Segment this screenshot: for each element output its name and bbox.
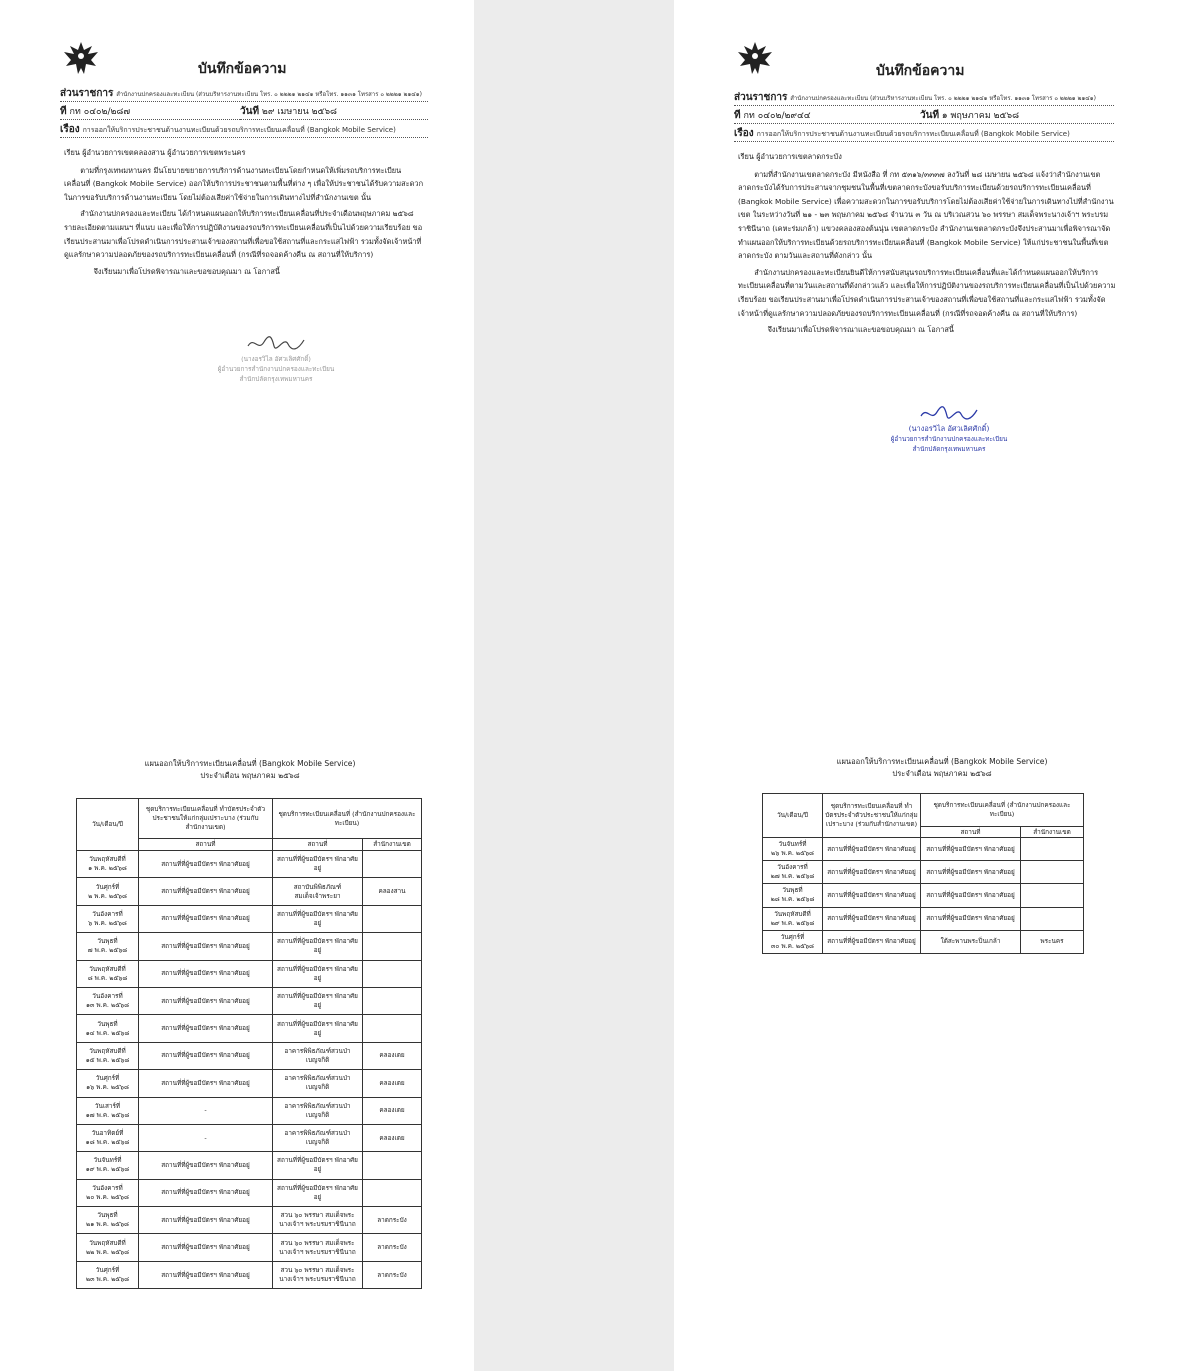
cell-date	[77, 878, 139, 905]
dept-label: ส่วนราชการ	[60, 88, 114, 99]
signer-position: ผู้อำนวยการสำนักงานปกครองและทะเบียน	[890, 435, 1008, 443]
table-row	[77, 1015, 422, 1042]
cell-mobile-place: สวน ๖๐ พรรษา สมเด็จพระนางเจ้าฯ พระบรมราชินีนาถ	[273, 1234, 363, 1261]
cell-date-value: ๗ พ.ค. ๒๕๖๘	[87, 946, 128, 955]
salutation: เรียน ผู้อำนวยการเขตคลองสาน ผู้อำนวยการเขตพระนคร	[64, 148, 246, 157]
table-row	[763, 930, 1084, 953]
cell-date-value: ๒๒ พ.ค. ๒๕๖๘	[85, 1247, 130, 1256]
date-value: ๑ พฤษภาคม ๒๕๖๘	[941, 111, 1020, 121]
cell-date-value: ๒๖ พ.ค. ๒๕๖๘	[771, 849, 814, 858]
signer-office: สำนักปลัดกรุงเทพมหานคร	[912, 445, 986, 453]
cell-district-office	[363, 933, 422, 960]
signature-block	[864, 402, 1034, 454]
closing: จึงเรียนมาเพื่อโปรดพิจารณาและขอขอบคุณมา ณ โอกาสนี้	[767, 325, 954, 335]
ref-label: ที่	[734, 110, 741, 121]
memo-dept-line	[734, 91, 1114, 106]
memo-body	[64, 146, 426, 281]
cell-date	[77, 1179, 139, 1206]
cell-date-value: ๑๖ พ.ค. ๒๕๖๘	[86, 1083, 129, 1092]
cell-day: วันพฤหัสบดีที่	[774, 909, 811, 918]
cell-vulnerable-place: สถานที่ที่ผู้ขอมีบัตรฯ พักอาศัยอยู่	[139, 1261, 273, 1288]
schedule-title	[60, 758, 440, 782]
cell-date	[763, 930, 823, 953]
table-row	[77, 851, 422, 878]
cell-district-office: คลองเตย	[363, 1124, 422, 1151]
cell-vulnerable-place: สถานที่ที่ผู้ขอมีบัตรฯ พักอาศัยอยู่	[823, 838, 921, 861]
signature-mark-icon	[244, 332, 308, 354]
cell-day: วันพุธที่	[97, 1019, 118, 1028]
cell-date-value: ๒๑ พ.ค. ๒๕๖๘	[86, 1220, 129, 1229]
memo-body	[738, 150, 1116, 340]
col-header-vulnerable-service: ชุดบริการทะเบียนเคลื่อนที่ ทำบัตรประจำตัวประชาชนให้แก่กลุ่มเปราะบาง (ร่วมกับสำนักงานเขต)	[139, 799, 273, 839]
schedule-table	[76, 798, 422, 1289]
date-label: วันที่	[240, 106, 260, 117]
table-row	[77, 1234, 422, 1261]
cell-mobile-place: สถานที่ที่ผู้ขอมีบัตรฯ พักอาศัยอยู่	[921, 861, 1021, 884]
cell-district-office	[363, 1179, 422, 1206]
schedule-body	[763, 838, 1084, 954]
memo-date-line	[920, 109, 1114, 124]
cell-day: วันอังคารที่	[92, 1183, 123, 1192]
cell-date	[77, 1234, 139, 1261]
cell-mobile-place: สถานที่ที่ผู้ขอมีบัตรฯ พักอาศัยอยู่	[273, 905, 363, 932]
cell-mobile-place: ใต้สะพานพระปิ่นเกล้า	[921, 930, 1021, 953]
ref-label: ที่	[60, 106, 67, 117]
table-row	[77, 905, 422, 932]
table-row	[763, 907, 1084, 930]
memo-title: บันทึกข้อความ	[876, 63, 965, 79]
memo-page-1	[0, 0, 474, 676]
cell-day: วันจันทร์ที่	[93, 1156, 122, 1165]
paragraph-1: ตามที่สำนักงานเขตลาดกระบัง มีหนังสือ ที่ กท ๕๓๑๖/๓๓๓๗ ลงวันที่ ๒๘ เมษายน ๒๕๖๘ แจ้งว่าสำนักงานเขตลาดกระบังได้รับการประสานจากชุมชนในพื้นที่เขตลาดกระบังขอรับบริการทะเบียนด้วยรถบริการทะเบียนเคลื่อนที่ (Bangkok Mobile Service) เพื่อความสะดวกในการขอรับบริการโดยไม่ต้องเสียค่าใช้จ่ายในการเดินทางไปที่สำนักงานเขต ในระหว่างวันที่ ๒๑ - ๒๓ พฤษภาคม ๒๕๖๘ จำนวน ๓ วัน ณ บริเวณสวน ๖๐ พรรษา สมเด็จพระนางเจ้าฯ พระบรมราชินีนาถ (เคหะร่มเกล้า) แขวงคลองสองต้นนุ่น เขตลาดกระบัง สำนักงานเขตลาดกระบังจึงประสานมาเพื่อพิจารณาจัดทำแผนออกให้บริการทะเบียนด้วยรถบริการทะเบียนเคลื่อนที่ (Bangkok Mobile Service) ให้แก่ประชาชนในพื้นที่เขตลาดกระบัง ตามวันและสถานที่ดังกล่าว นั้น	[738, 169, 1114, 261]
cell-day: วันอังคารที่	[92, 992, 123, 1001]
subheader-district-office: สำนักงานเขต	[363, 839, 422, 851]
garuda-emblem-icon	[734, 38, 776, 78]
cell-date	[77, 960, 139, 987]
closing: จึงเรียนมาเพื่อโปรดพิจารณาและขอขอบคุณมา ณ โอกาสนี้	[93, 266, 280, 276]
col-header-mobile-service: ชุดบริการทะเบียนเคลื่อนที่ (สำนักงานปกครองและทะเบียน)	[921, 794, 1084, 827]
cell-district-office: พระนคร	[1021, 930, 1084, 953]
paragraph-1: ตามที่กรุงเทพมหานคร มีนโยบายขยายการบริการด้านงานทะเบียนโดยกำหนดให้เพิ่มรถบริการทะเบียนเคลื่อนที่ (Bangkok Mobile Service) ออกให้บริการประชาชนตามพื้นที่ต่าง ๆ เพื่อให้ประชาชนได้รับความสะดวกในการขอรับบริการด้านงานทะเบียน โดยไม่ต้องเสียค่าใช้จ่ายในการเดินทางไปที่สำนักงานเขต นั้น	[64, 165, 424, 202]
cell-date-value: ๑๓ พ.ค. ๒๕๖๘	[85, 1001, 130, 1010]
cell-district-office: ลาดกระบัง	[363, 1234, 422, 1261]
col-header-mobile-service: ชุดบริการทะเบียนเคลื่อนที่ (สำนักงานปกครองและทะเบียน)	[273, 799, 422, 839]
table-row	[77, 960, 422, 987]
cell-vulnerable-place: สถานที่ที่ผู้ขอมีบัตรฯ พักอาศัยอยู่	[139, 960, 273, 987]
table-row	[77, 1124, 422, 1151]
cell-vulnerable-place: สถานที่ที่ผู้ขอมีบัตรฯ พักอาศัยอยู่	[139, 905, 273, 932]
cell-vulnerable-place: สถานที่ที่ผู้ขอมีบัตรฯ พักอาศัยอยู่	[139, 1042, 273, 1069]
cell-vulnerable-place: สถานที่ที่ผู้ขอมีบัตรฯ พักอาศัยอยู่	[139, 878, 273, 905]
memo-date-line	[240, 105, 428, 120]
cell-district-office	[363, 851, 422, 878]
subject-value: การออกให้บริการประชาชนด้านงานทะเบียนด้วยรถบริการทะเบียนเคลื่อนที่ (Bangkok Mobile Service)	[82, 126, 396, 134]
col-header-date: วัน/เดือน/ปี	[77, 799, 139, 851]
cell-day: วันศุกร์ที่	[780, 932, 805, 941]
cell-district-office	[363, 987, 422, 1014]
cell-mobile-place: อาคารพิพิธภัณฑ์สวนป่าเบญจกิติ	[273, 1097, 363, 1124]
cell-date	[77, 1152, 139, 1179]
cell-vulnerable-place: สถานที่ที่ผู้ขอมีบัตรฯ พักอาศัยอยู่	[823, 884, 921, 907]
cell-mobile-place: อาคารพิพิธภัณฑ์สวนป่าเบญจกิติ	[273, 1042, 363, 1069]
cell-mobile-place: สถานที่ที่ผู้ขอมีบัตรฯ พักอาศัยอยู่	[921, 907, 1021, 930]
paragraph-2: สำนักงานปกครองและทะเบียนยินดีให้การสนับสนุนรถบริการทะเบียนเคลื่อนที่และได้กำหนดแผนออกให้บริการทะเบียนเคลื่อนที่ตามวันและสถานที่ดังกล่าวแล้ว และเพื่อให้การปฏิบัติงานของรถบริการทะเบียนเคลื่อนที่เป็นไปด้วยความเรียบร้อย ขอเรียนประสานมาเพื่อโปรดดำเนินการประสานเจ้าของสถานที่เพื่อขอใช้สถานที่และกระแสไฟฟ้า รวมทั้งจัดเจ้าหน้าที่ดูแลรักษาความปลอดภัยของรถบริการทะเบียนเคลื่อนที่ (กรณีที่รถจอดค้างคืน ณ สถานที่ให้บริการ)	[738, 267, 1116, 318]
cell-mobile-place: อาคารพิพิธภัณฑ์สวนป่าเบญจกิติ	[273, 1124, 363, 1151]
cell-day: วันอังคารที่	[92, 909, 123, 918]
date-value: ๒๙ เมษายน ๒๕๖๘	[261, 107, 337, 117]
cell-district-office: คลองเตย	[363, 1070, 422, 1097]
subheader-place: สถานที่	[273, 839, 363, 851]
cell-date-value: ๑๕ พ.ค. ๒๕๖๘	[85, 1055, 130, 1064]
schedule-title	[762, 756, 1122, 780]
cell-district-office	[363, 905, 422, 932]
subheader-place: สถานที่	[139, 839, 273, 851]
cell-vulnerable-place: สถานที่ที่ผู้ขอมีบัตรฯ พักอาศัยอยู่	[139, 987, 273, 1014]
cell-vulnerable-place: -	[139, 1097, 273, 1124]
signature-mark-icon	[917, 402, 981, 424]
cell-date	[77, 1261, 139, 1288]
cell-date-value: ๒๗ พ.ค. ๒๕๖๘	[770, 872, 815, 881]
cell-date	[763, 907, 823, 930]
cell-day: วันพุธที่	[97, 1211, 118, 1220]
table-row	[77, 1207, 422, 1234]
signature-block	[196, 332, 356, 384]
subject-value: การออกให้บริการประชาชนด้านงานทะเบียนด้วยรถบริการทะเบียนเคลื่อนที่ (Bangkok Mobile Service)	[756, 130, 1070, 138]
cell-vulnerable-place: สถานที่ที่ผู้ขอมีบัตรฯ พักอาศัยอยู่	[139, 1070, 273, 1097]
cell-district-office: ลาดกระบัง	[363, 1261, 422, 1288]
cell-mobile-place: สถานที่ที่ผู้ขอมีบัตรฯ พักอาศัยอยู่	[921, 884, 1021, 907]
cell-district-office	[1021, 907, 1084, 930]
col-header-date: วัน/เดือน/ปี	[763, 794, 823, 838]
cell-date-value: ๒๓ พ.ค. ๒๕๖๘	[85, 1275, 130, 1284]
cell-day: วันศุกร์ที่	[95, 1074, 120, 1083]
cell-date	[77, 987, 139, 1014]
memo-page-2	[674, 0, 1194, 676]
cell-day: วันเสาร์ที่	[94, 1101, 121, 1110]
cell-day: วันอาทิตย์ที่	[91, 1129, 124, 1138]
cell-mobile-place: สถานที่ที่ผู้ขอมีบัตรฯ พักอาศัยอยู่	[273, 987, 363, 1014]
subheader-district-office: สำนักงานเขต	[1021, 827, 1084, 838]
cell-date-value: ๑๔ พ.ค. ๒๕๖๘	[85, 1028, 130, 1037]
cell-vulnerable-place: -	[139, 1124, 273, 1151]
signer-office: สำนักปลัดกรุงเทพมหานคร	[239, 375, 313, 383]
cell-district-office	[363, 960, 422, 987]
cell-district-office	[1021, 884, 1084, 907]
subject-label: เรื่อง	[60, 124, 80, 135]
cell-mobile-place: สถาบันพิพิธภัณฑ์สมเด็จเจ้าพระยา	[273, 878, 363, 905]
cell-date-value: ๖ พ.ค. ๒๕๖๘	[88, 918, 127, 927]
cell-date	[77, 851, 139, 878]
table-row	[763, 838, 1084, 861]
cell-date	[77, 1207, 139, 1234]
cell-district-office: คลองสาน	[363, 878, 422, 905]
cell-mobile-place: สถานที่ที่ผู้ขอมีบัตรฯ พักอาศัยอยู่	[273, 1015, 363, 1042]
schedule-title-line-2: ประจำเดือน พฤษภาคม ๒๕๖๘	[892, 769, 992, 778]
cell-vulnerable-place: สถานที่ที่ผู้ขอมีบัตรฯ พักอาศัยอยู่	[823, 907, 921, 930]
cell-date	[77, 1070, 139, 1097]
signer-position: ผู้อำนวยการสำนักงานปกครองและทะเบียน	[217, 365, 335, 373]
date-label: วันที่	[920, 110, 940, 121]
cell-date-value: ๒๘ พ.ค. ๒๕๖๘	[770, 895, 815, 904]
cell-district-office	[363, 1015, 422, 1042]
cell-vulnerable-place: สถานที่ที่ผู้ขอมีบัตรฯ พักอาศัยอยู่	[139, 1179, 273, 1206]
cell-district-office: ลาดกระบัง	[363, 1207, 422, 1234]
cell-date	[77, 1042, 139, 1069]
table-row	[77, 878, 422, 905]
schedule-page-2	[674, 676, 1194, 1371]
cell-date-value: ๒๙ พ.ค. ๒๕๖๘	[770, 918, 815, 927]
cell-district-office	[1021, 861, 1084, 884]
cell-vulnerable-place: สถานที่ที่ผู้ขอมีบัตรฯ พักอาศัยอยู่	[139, 851, 273, 878]
cell-day: วันพฤหัสบดีที่	[89, 1238, 126, 1247]
cell-mobile-place: สถานที่ที่ผู้ขอมีบัตรฯ พักอาศัยอยู่	[273, 933, 363, 960]
cell-date-value: ๘ พ.ค. ๒๕๖๘	[87, 973, 128, 982]
table-row	[77, 1070, 422, 1097]
table-row	[77, 1097, 422, 1124]
memo-ref-line	[734, 109, 920, 124]
ref-value: กท ๐๔๐๒/๒๘๗	[69, 107, 131, 117]
cell-mobile-place: สถานที่ที่ผู้ขอมีบัตรฯ พักอาศัยอยู่	[273, 1179, 363, 1206]
table-row	[77, 987, 422, 1014]
memo-subject-line	[734, 127, 1114, 142]
ref-value: กท ๐๔๐๒/๒๙๔๔	[743, 111, 811, 121]
paragraph-2: สำนักงานปกครองและทะเบียน ได้กำหนดแผนออกให้บริการทะเบียนเคลื่อนที่ประจำเดือนพฤษภาคม ๒๕๖๘ รายละเอียดตามแผนฯ ที่แนบ และเพื่อให้การปฏิบัติงานของรถบริการทะเบียนเคลื่อนที่เป็นไปด้วยความเรียบร้อย ขอเรียนประสานมาเพื่อโปรดดำเนินการประสานเจ้าของสถานที่เพื่อขอใช้สถานที่และกระแสไฟฟ้า รวมทั้งจัดเจ้าหน้าที่ดูแลรักษาความปลอดภัยของรถบริการทะเบียนเคลื่อนที่ (กรณีที่รถจอดค้างคืน ณ สถานที่ให้บริการ)	[64, 209, 423, 260]
cell-day: วันศุกร์ที่	[95, 1266, 120, 1275]
schedule-table	[762, 793, 1084, 954]
cell-district-office	[363, 1152, 422, 1179]
schedule-title-line-2: ประจำเดือน พฤษภาคม ๒๕๖๘	[200, 771, 300, 780]
schedule-page-1	[0, 676, 474, 1371]
cell-date	[763, 884, 823, 907]
table-row	[763, 861, 1084, 884]
cell-day: วันพฤหัสบดีที่	[89, 1046, 126, 1055]
cell-date	[77, 905, 139, 932]
cell-day: วันจันทร์ที่	[778, 840, 807, 849]
cell-district-office: คลองเตย	[363, 1097, 422, 1124]
garuda-emblem-icon	[60, 38, 102, 78]
cell-date-value: ๑๗ พ.ค. ๒๕๖๘	[85, 1110, 130, 1119]
cell-date-value: ๒๐ พ.ค. ๒๕๖๘	[86, 1192, 129, 1201]
cell-district-office: คลองเตย	[363, 1042, 422, 1069]
cell-mobile-place: สถานที่ที่ผู้ขอมีบัตรฯ พักอาศัยอยู่	[921, 838, 1021, 861]
cell-vulnerable-place: สถานที่ที่ผู้ขอมีบัตรฯ พักอาศัยอยู่	[139, 1234, 273, 1261]
cell-mobile-place: สวน ๖๐ พรรษา สมเด็จพระนางเจ้าฯ พระบรมราชินีนาถ	[273, 1207, 363, 1234]
cell-day: วันพฤหัสบดีที่	[89, 964, 126, 973]
table-row	[77, 933, 422, 960]
table-row	[77, 1179, 422, 1206]
cell-date	[77, 1097, 139, 1124]
cell-vulnerable-place: สถานที่ที่ผู้ขอมีบัตรฯ พักอาศัยอยู่	[139, 1015, 273, 1042]
cell-date	[77, 933, 139, 960]
memo-subject-line	[60, 123, 428, 138]
cell-mobile-place: อาคารพิพิธภัณฑ์สวนป่าเบญจกิติ	[273, 1070, 363, 1097]
table-row	[77, 1152, 422, 1179]
cell-mobile-place: สถานที่ที่ผู้ขอมีบัตรฯ พักอาศัยอยู่	[273, 851, 363, 878]
cell-day: วันศุกร์ที่	[95, 882, 120, 891]
schedule-title-line-1: แผนออกให้บริการทะเบียนเคลื่อนที่ (Bangkok Mobile Service)	[836, 757, 1048, 766]
cell-vulnerable-place: สถานที่ที่ผู้ขอมีบัตรฯ พักอาศัยอยู่	[823, 861, 921, 884]
cell-date	[763, 838, 823, 861]
cell-vulnerable-place: สถานที่ที่ผู้ขอมีบัตรฯ พักอาศัยอยู่	[139, 1152, 273, 1179]
memo-dept-line	[60, 87, 428, 102]
col-header-vulnerable-service: ชุดบริการทะเบียนเคลื่อนที่ ทำบัตรประจำตัวประชาชนให้แก่กลุ่มเปราะบาง (ร่วมกับสำนักงานเขต)	[823, 794, 921, 838]
memo-ref-line	[60, 105, 240, 120]
subheader-place: สถานที่	[921, 827, 1021, 838]
cell-mobile-place: สถานที่ที่ผู้ขอมีบัตรฯ พักอาศัยอยู่	[273, 960, 363, 987]
cell-date-value: ๑๘ พ.ค. ๒๕๖๘	[85, 1138, 130, 1147]
salutation: เรียน ผู้อำนวยการเขตลาดกระบัง	[738, 152, 842, 161]
dept-value: สำนักงานปกครองและทะเบียน (ส่วนบริหารงานทะเบียน โทร. ๐ ๒๒๒๑ ๒๑๔๑ หรือโทร. ๑๑๓๑ โทรสาร ๐ ๒๒๒๑ ๒๑๔๑)	[116, 91, 422, 98]
schedule-title-line-1: แผนออกให้บริการทะเบียนเคลื่อนที่ (Bangkok Mobile Service)	[144, 759, 356, 768]
cell-date-value: ๓๐ พ.ค. ๒๕๖๘	[771, 941, 814, 950]
cell-day: วันพุธที่	[782, 886, 803, 895]
signer-name: (นางอรวิไล อัศวเลิศศักดิ์)	[241, 355, 311, 363]
cell-district-office	[1021, 838, 1084, 861]
cell-vulnerable-place: สถานที่ที่ผู้ขอมีบัตรฯ พักอาศัยอยู่	[823, 930, 921, 953]
cell-date	[763, 861, 823, 884]
cell-date	[77, 1015, 139, 1042]
cell-day: วันอังคารที่	[777, 863, 808, 872]
cell-vulnerable-place: สถานที่ที่ผู้ขอมีบัตรฯ พักอาศัยอยู่	[139, 1207, 273, 1234]
table-row	[763, 884, 1084, 907]
cell-vulnerable-place: สถานที่ที่ผู้ขอมีบัตรฯ พักอาศัยอยู่	[139, 933, 273, 960]
schedule-body	[77, 851, 422, 1289]
cell-day: วันพุธที่	[97, 937, 118, 946]
memo-title: บันทึกข้อความ	[198, 61, 287, 77]
cell-date	[77, 1124, 139, 1151]
subject-label: เรื่อง	[734, 128, 754, 139]
dept-label: ส่วนราชการ	[734, 92, 788, 103]
cell-mobile-place: สถานที่ที่ผู้ขอมีบัตรฯ พักอาศัยอยู่	[273, 1152, 363, 1179]
table-row	[77, 1042, 422, 1069]
cell-day: วันพฤหัสบดีที่	[89, 855, 126, 864]
cell-mobile-place: สวน ๖๐ พรรษา สมเด็จพระนางเจ้าฯ พระบรมราชินีนาถ	[273, 1261, 363, 1288]
cell-date-value: ๑ พ.ค. ๒๕๖๘	[88, 864, 127, 873]
cell-date-value: ๒ พ.ค. ๒๕๖๘	[88, 891, 127, 900]
cell-date-value: ๑๙ พ.ค. ๒๕๖๘	[85, 1165, 130, 1174]
signer-name: (นางอรวิไล อัศวเลิศศักดิ์)	[908, 424, 990, 433]
table-row	[77, 1261, 422, 1288]
dept-value: สำนักงานปกครองและทะเบียน (ส่วนบริหารงานทะเบียน โทร. ๐ ๒๒๒๑ ๒๑๔๑ หรือโทร. ๑๑๓๑ โทรสาร ๐ ๒๒๒๑ ๒๑๔๑)	[790, 95, 1096, 102]
